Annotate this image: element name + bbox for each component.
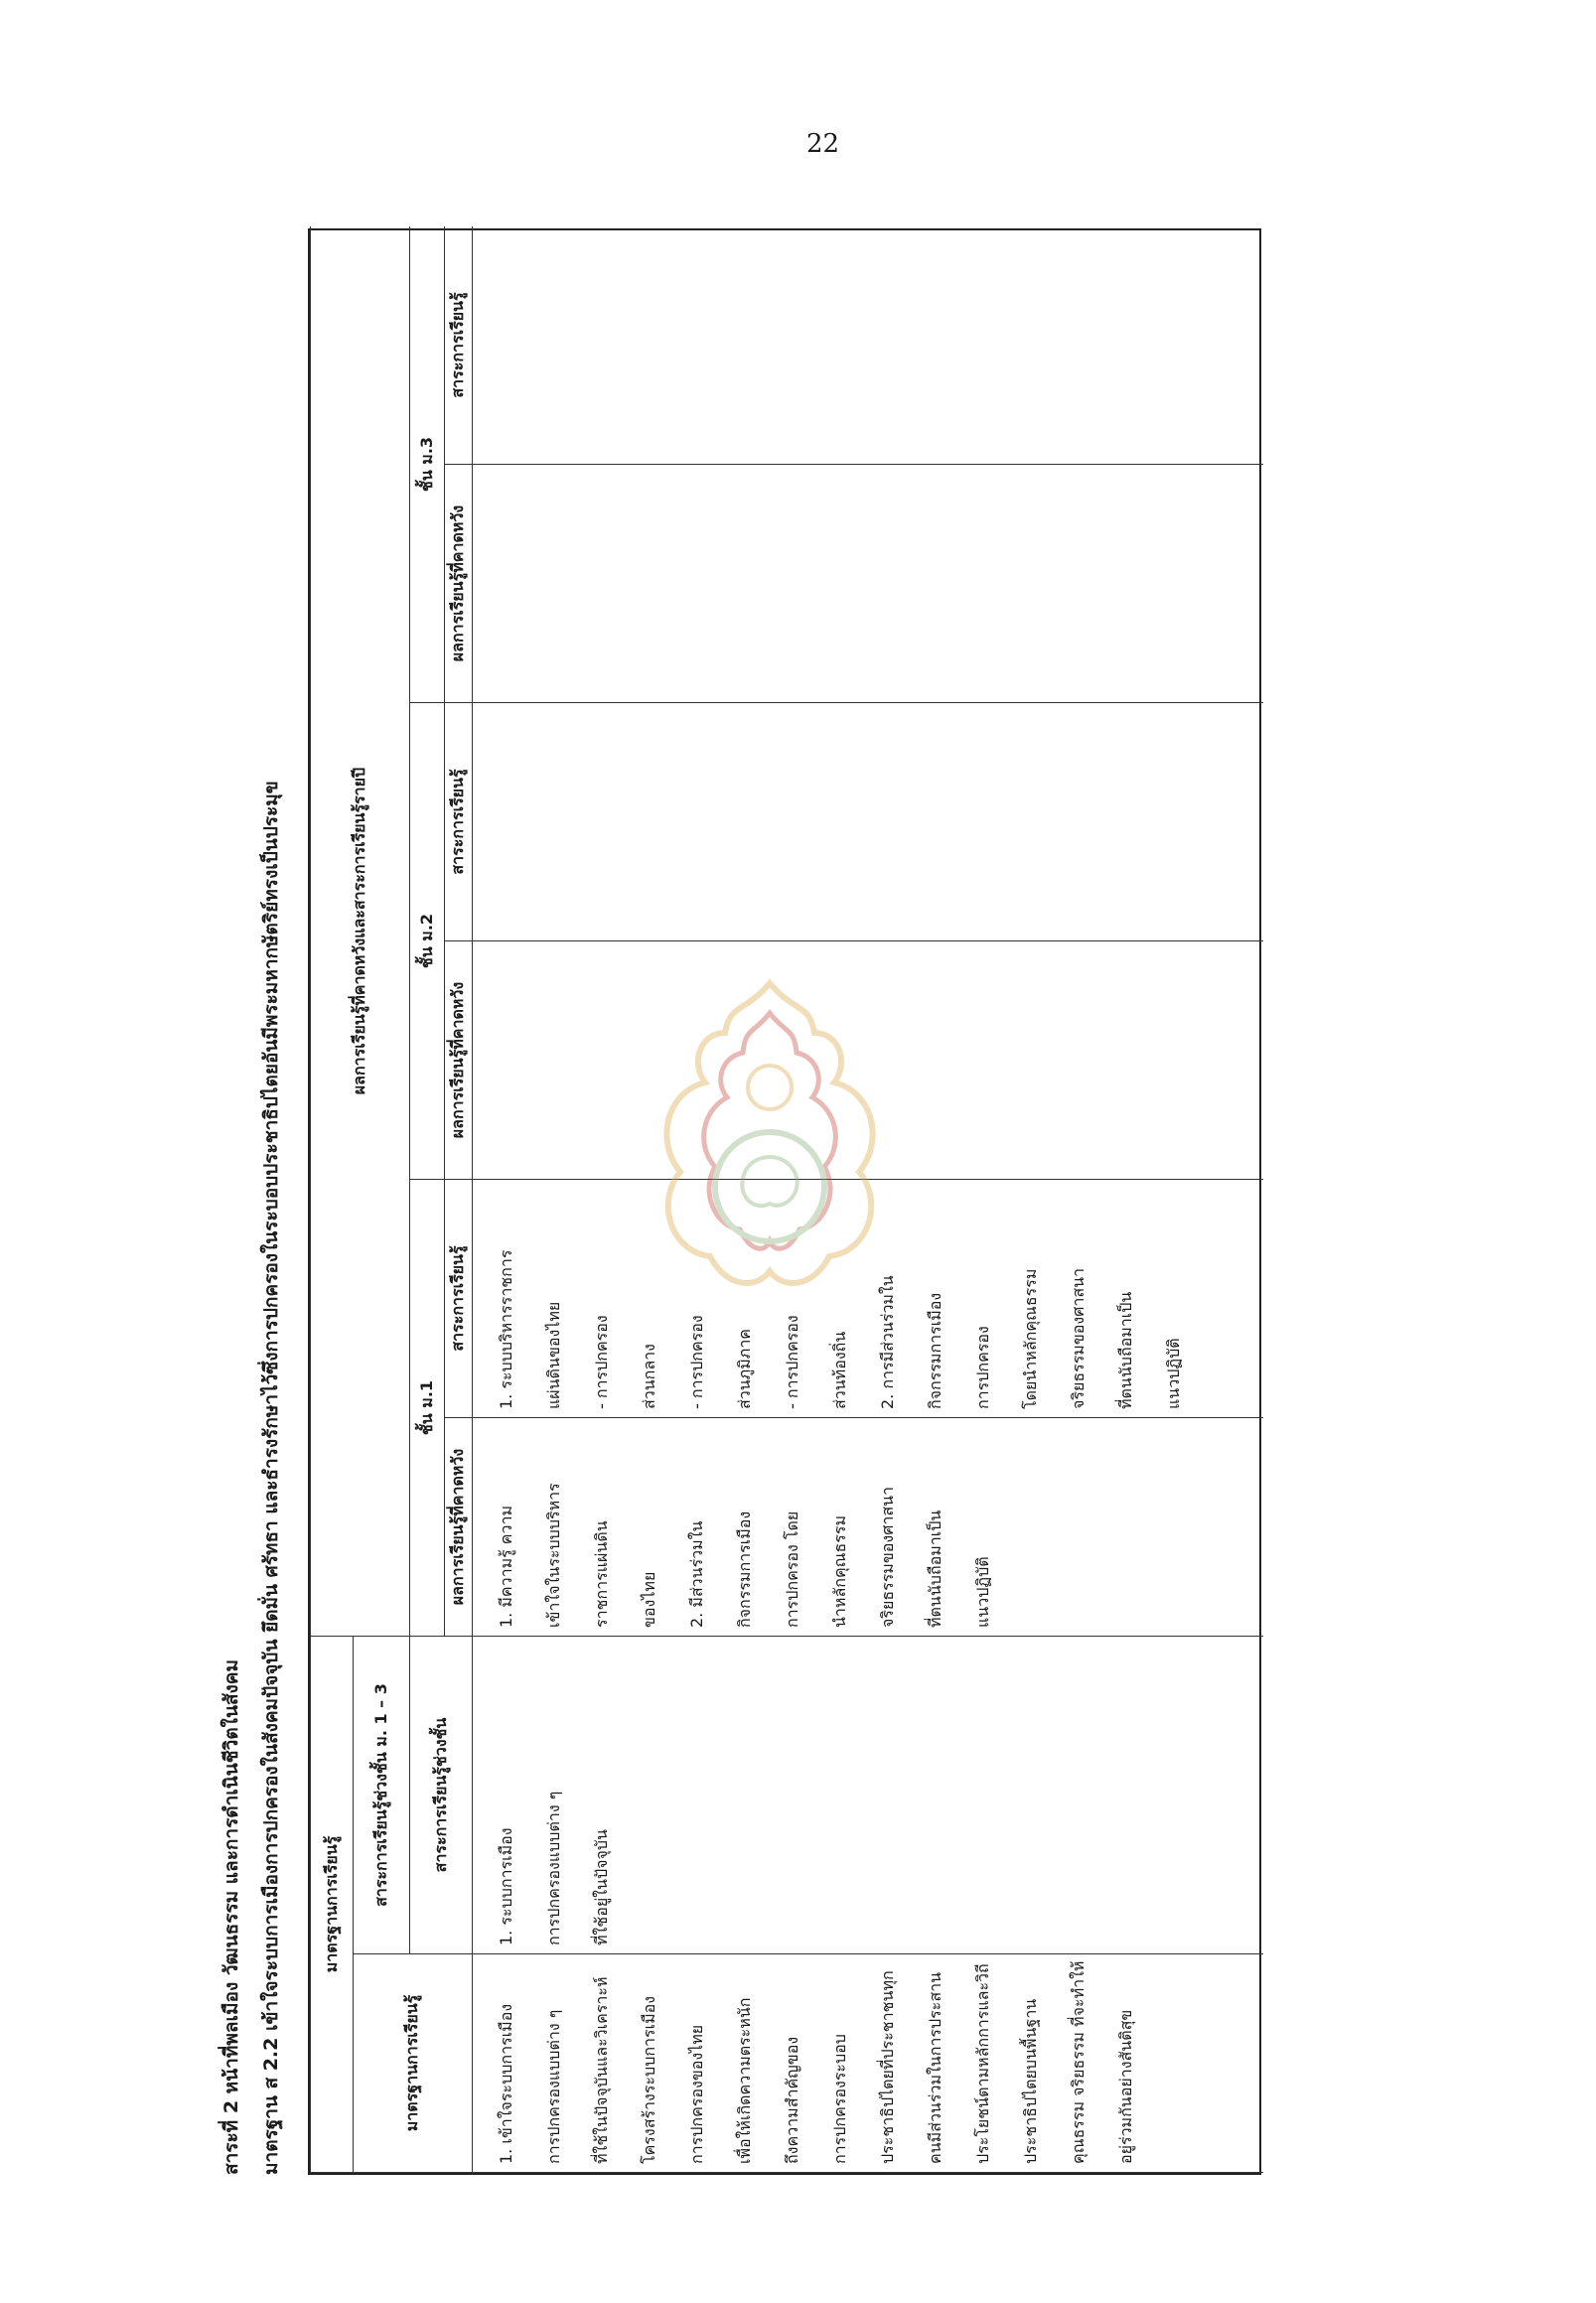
m1-outcome-line: จริยธรรมของศาสนา [878, 1486, 897, 1628]
header-learning-standard-group: มาตรฐานการเรียนรู้ [310, 1637, 353, 2173]
m1-content-cell [472, 1180, 1263, 1418]
header-m2-content: สาระการเรียนรู้ [444, 703, 472, 941]
header-m1-content: สาระการเรียนรู้ [444, 1180, 472, 1418]
core-content-line: การปกครองแบบต่าง ๆ [544, 1791, 563, 1945]
header-grade-m1: ชั้น ม.1 [409, 1180, 444, 1637]
m1-outcome-line: 1. มีความรู้ ความ [497, 1505, 515, 1628]
m1-outcome-line: กิจกรรมการเมือง [735, 1511, 754, 1628]
m1-content-line: แนวปฏิบัติ [1164, 1338, 1183, 1409]
standard-line: ถึงความสำคัญของ [783, 2036, 801, 2164]
standard-heading: มาตรฐาน ส 2.2 เข้าใจระบบการเมืองการปกครองในสังคมปัจจุบัน ยึดมั่น ศรัทธา และธำรงรักษาไว้ซึ่งการปกครองในระบอบประชาธิปไตยอันมีพระมหากษัตริย์ทรงเป็นประมุข [260, 781, 282, 2175]
standard-line: อยู่ร่วมกันอย่างสันติสุข [1116, 2009, 1135, 2164]
m1-content-line: - การปกครอง [592, 1315, 611, 1409]
m1-content-line: โดยนำหลักคุณธรรม [1021, 1268, 1040, 1409]
standard-line: การปกครองแบบต่าง ๆ [544, 2009, 563, 2164]
m1-content-line: ส่วนกลาง [640, 1344, 658, 1409]
header-m3-outcome: ผลการเรียนรู้ที่คาดหวัง [444, 465, 472, 703]
standard-line: ประชาธิปไตยที่ประชาชนทุก [878, 1970, 897, 2164]
m1-content-line: ส่วนภูมิภาค [735, 1328, 754, 1409]
core-content-line: 1. ระบบการเมือง [497, 1827, 515, 1945]
m1-outcome-line: เข้าใจในระบบบริหาร [544, 1483, 563, 1628]
strand-heading: สาระที่ 2 หน้าที่พลเมือง วัฒนธรรม และการดำเนินชีวิตในสังคม [220, 1658, 242, 2175]
m3-outcome-cell [472, 465, 1263, 703]
header-core-content-group: สาระการเรียนรู้ช่วงชั้น ม. 1 – 3 [353, 1637, 409, 1954]
standard-line: เพื่อให้เกิดความตระหนัก [735, 1997, 754, 2164]
header-m2-outcome: ผลการเรียนรู้ที่คาดหวัง [444, 941, 472, 1180]
m1-outcome-line: นำหลักคุณธรรม [830, 1514, 849, 1628]
m1-content-line: จริยธรรมของศาสนา [1069, 1267, 1088, 1409]
header-expected-outcomes-group: ผลการเรียนรู้ที่คาดหวังและสาระการเรียนรู้รายปี [310, 226, 409, 1637]
m1-content-line: - การปกครอง [783, 1315, 801, 1409]
core-content-cell [472, 1637, 1263, 1954]
m1-content-line: แผ่นดินของไทย [544, 1301, 563, 1409]
standard-line: การปกครองระบอบ [830, 2034, 849, 2164]
header-core-content-col: สาระการเรียนรู้ช่วงชั้น [409, 1637, 472, 1954]
standard-line: คุณธรรม จริยธรรม ที่จะทำให้ [1069, 1960, 1088, 2164]
m2-content-cell [472, 703, 1263, 941]
core-content-line: ที่ใช้อยู่ในปัจจุบัน [592, 1829, 611, 1945]
m1-content-line: - การปกครอง [687, 1315, 706, 1409]
header-learning-standard-col: มาตรฐานการเรียนรู้ [353, 1954, 472, 2173]
m1-outcome-line: ของไทย [640, 1571, 658, 1628]
curriculum-table [308, 228, 1261, 2175]
m1-outcome-cell [472, 1418, 1263, 1637]
standard-line: ที่ใช้ในปัจจุบันและวิเคราะห์ [592, 1976, 611, 2164]
header-m3-content: สาระการเรียนรู้ [444, 226, 472, 465]
m1-outcome-line: 2. มีส่วนร่วมใน [687, 1520, 706, 1628]
m3-content-cell [472, 226, 1263, 465]
m1-content-line: การปกครอง [973, 1326, 992, 1409]
m1-content-line: ที่ตนนับถือมาเป็น [1116, 1291, 1135, 1409]
standard-line: การปกครองของไทย [687, 2024, 706, 2164]
standard-line: คนมีส่วนร่วมในการประสาน [926, 1971, 944, 2164]
m1-content-line: 1. ระบบบริหารราชการ [497, 1249, 515, 1409]
m1-content-line: กิจกรรมการเมือง [926, 1292, 944, 1409]
standard-line: โครงสร้างระบบการเมือง [640, 1995, 658, 2164]
learning-standard-cell [472, 1954, 1263, 2173]
m1-outcome-line: ราชการแผ่นดิน [592, 1520, 611, 1628]
m2-outcome-cell [472, 941, 1263, 1180]
rotated-page-content [217, 228, 1259, 2175]
header-m1-outcome: ผลการเรียนรู้ที่คาดหวัง [444, 1418, 472, 1637]
header-grade-m3: ชั้น ม.3 [409, 226, 444, 703]
m1-outcome-line: การปกครอง โดย [783, 1511, 801, 1628]
m1-content-line: ส่วนท้องถิ่น [830, 1331, 849, 1409]
standard-line: 1. เข้าใจระบบการเมือง [497, 2003, 515, 2164]
m1-outcome-line: ที่ตนนับถือมาเป็น [926, 1510, 944, 1628]
m1-content-line: 2. การมีส่วนร่วมใน [878, 1275, 897, 1409]
m1-outcome-line: แนวปฏิบัติ [973, 1556, 992, 1628]
standard-line: ประชาธิปไตยบนพื้นฐาน [1021, 1998, 1040, 2164]
standard-line: ประโยชน์ตามหลักการและวิถี [973, 1963, 992, 2164]
page-number: 22 [806, 129, 840, 159]
header-grade-m2: ชั้น ม.2 [409, 703, 444, 1180]
